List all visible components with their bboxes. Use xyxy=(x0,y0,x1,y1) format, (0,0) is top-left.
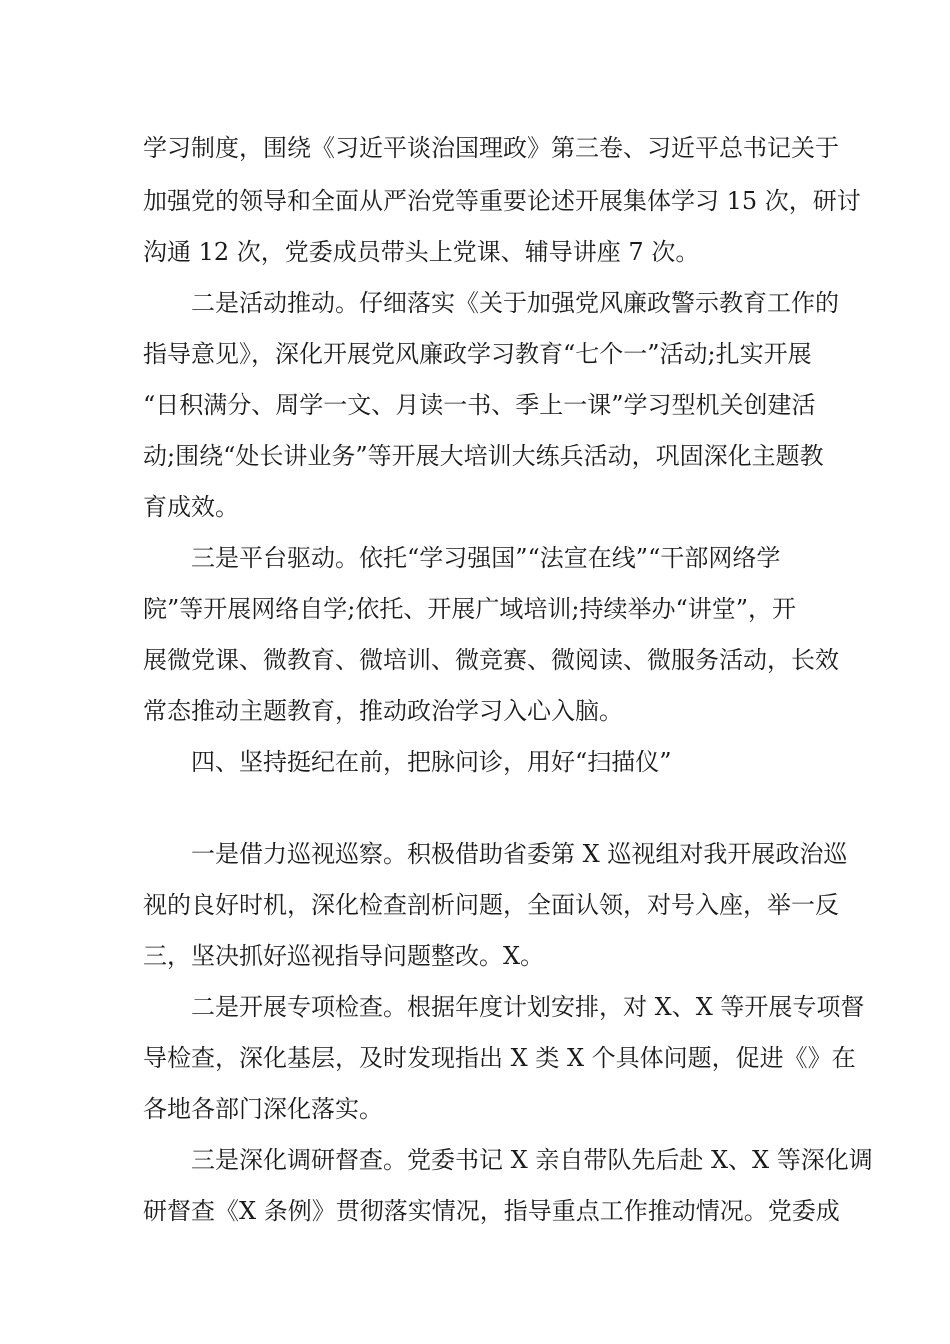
text-line: 二是开展专项检查。根据年度计划安排，对 X、X 等开展专项督 xyxy=(191,993,865,1021)
text-line: 加强党的领导和全面从严治党等重要论述开展集体学习 15 次，研讨 xyxy=(143,187,861,215)
text-line: 学习制度，围绕《习近平谈治国理政》第三卷、习近平总书记关于 xyxy=(143,134,839,162)
text-line: 导检查，深化基层，及时发现指出 X 类 X 个具体问题，促进《》在 xyxy=(143,1044,856,1072)
section-heading: 四、坚持挺纪在前，把脉问诊，用好“扫描仪” xyxy=(191,748,672,776)
text-line: 展微党课、微教育、微培训、微竞赛、微阅读、微服务活动，长效 xyxy=(143,646,839,674)
text-line: 育成效。 xyxy=(143,493,239,521)
text-line: 视的良好时机，深化检查剖析问题，全面认领，对号入座，举一反 xyxy=(143,891,839,919)
text-line: 院”等开展网络自学;依托、开展广域培训;持续举办“讲堂”，开 xyxy=(143,595,796,623)
text-line: 各地各部门深化落实。 xyxy=(143,1095,383,1123)
text-line: 动;围绕“处长讲业务”等开展大培训大练兵活动，巩固深化主题教 xyxy=(143,442,824,470)
text-line: “日积满分、周学一文、月读一书、季上一课”学习型机关创建活 xyxy=(143,391,816,419)
text-line: 三是深化调研督查。党委书记 X 亲自带队先后赴 X、X 等深化调 xyxy=(191,1146,873,1174)
text-line: 一是借力巡视巡察。积极借助省委第 X 巡视组对我开展政治巡 xyxy=(191,840,848,868)
text-line: 三是平台驱动。依托“学习强国”“法宣在线”“干部网络学 xyxy=(191,544,781,572)
text-line: 常态推动主题教育，推动政治学习入心入脑。 xyxy=(143,697,623,725)
text-line: 指导意见》，深化开展党风廉政学习教育“七个一”活动;扎实开展 xyxy=(143,340,812,368)
text-line: 沟通 12 次，党委成员带头上党课、辅导讲座 7 次。 xyxy=(143,238,700,266)
text-line: 三，坚决抓好巡视指导问题整改。X。 xyxy=(143,942,545,970)
text-line: 二是活动推动。仔细落实《关于加强党风廉政警示教育工作的 xyxy=(191,289,839,317)
text-line: 研督查《X 条例》贯彻落实情况，指导重点工作推动情况。党委成 xyxy=(143,1197,840,1225)
